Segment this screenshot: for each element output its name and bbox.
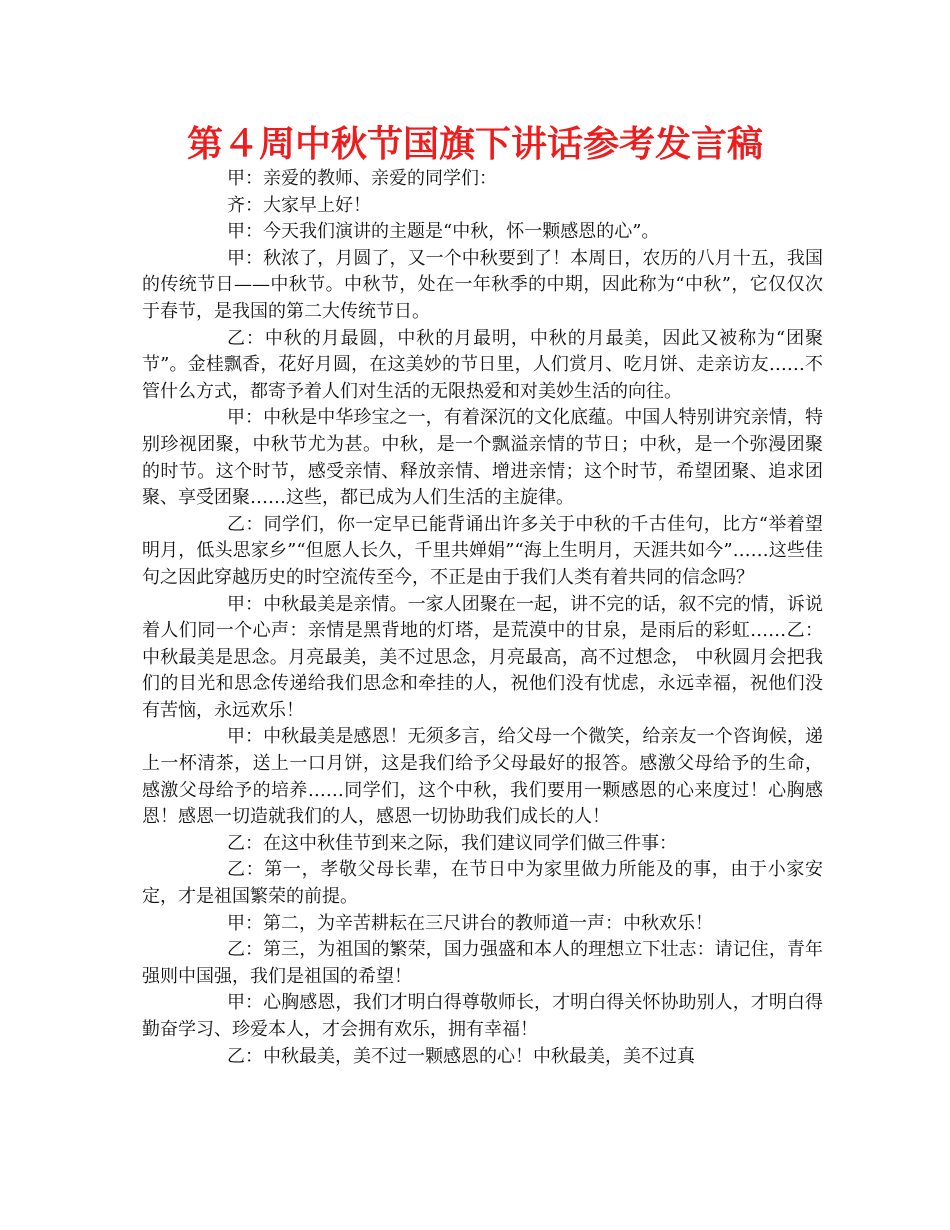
paragraph: 乙：在这中秋佳节到来之际，我们建议同学们做三件事： [227,832,677,854]
paragraph: 乙：第三，为祖国的繁荣，国力强盛和本人的理想立下壮志：请记住，青年强则中国强，我们是祖国的希望！ [142,939,823,987]
paragraph: 乙：第一，孝敬父母长辈，在节日中为家里做力所能及的事，由于小家安定，才是祖国繁荣的前提。 [142,859,823,908]
paragraph: 乙：中秋最美，美不过一颗感恩的心！中秋最美，美不过真 [227,1045,695,1067]
paragraph: 甲：中秋最美是感恩！无须多言，给父母一个微笑，给亲友一个咨询候，递上一杯清茶，送上一口月饼，这是我们给予父母最好的报答。感激父母给予的生命，感激父母给予的培养……同学们，这个中秋，我们要用一颗感恩的心来度过！心胸感恩！感恩一切造就我们的人，感恩一切协助我们成长的人！ [142,726,823,828]
paragraph: 甲：今天我们演讲的主题是“中秋，怀一颗感恩的心”。 [227,221,660,243]
paragraph: 甲：第二，为辛苦耕耘在三尺讲台的教师道一声：中秋欢乐！ [227,912,713,934]
paragraph: 甲：亲爱的教师、亲爱的同学们： [227,168,497,189]
paragraph: 乙：同学们，你一定早已能背诵出许多关于中秋的千古佳句，比方“举着望明月，低头思家乡”“但愿人长久，千里共婵娟”“海上生明月，天涯共如今”……这些佳句之因此穿越历史的时空流传至今，不正是由于我们人类有着共同的信念吗？ [142,513,823,588]
paragraph: 齐：大家早上好！ [227,194,371,216]
paragraph: 甲：中秋是中华珍宝之一，有着深沉的文化底蕴。中国人特别讲究亲情，特别珍视团聚，中秋节尤为甚。中秋，是一个飘溢亲情的节日；中秋，是一个弥漫团聚的时节。这个时节，感受亲情、释放亲情、增进亲情；这个时节，希望团聚、追求团聚、享受团聚……这些，都已成为人们生活的主旋律。 [142,407,823,509]
paragraph: 甲：秋浓了，月圆了，又一个中秋要到了！本周日，农历的八月十五，我国的传统节日——中秋节。中秋节，处在一年秋季的中期，因此称为“中秋”，它仅仅次于春节，是我国的第二大传统节日。 [142,247,823,322]
paragraph: 甲：心胸感恩，我们才明白得尊敬师长，才明白得关怀协助别人，才明白得勤奋学习、珍爱本人，才会拥有欢乐，拥有幸福！ [142,992,823,1040]
document-title: 第４周中秋节国旗下讲话参考发言稿 [186,124,763,165]
paragraph: 甲：中秋最美是亲情。一家人团聚在一起，讲不完的话，叙不完的情，诉说着人们同一个心声：亲情是黑背地的灯塔，是荒漠中的甘泉，是雨后的彩虹……乙：中秋最美是思念。月亮最美，美不过思念，月亮最高，高不过想念， 中秋圆月会把我们的目光和思念传递给我们思念和牵挂的人，祝他们没有忧虑，永远幸福，祝他们没有苦恼，永远欢乐！ [142,593,823,721]
paragraph: 乙：中秋的月最圆，中秋的月最明，中秋的月最美，因此又被称为“团聚节”。金桂飘香，花好月圆，在这美妙的节日里，人们赏月、吃月饼、走亲访友……不管什么方式，都寄予着人们对生活的无限热爱和对美妙生活的向往。 [142,327,823,402]
document-body [142,166,823,1070]
